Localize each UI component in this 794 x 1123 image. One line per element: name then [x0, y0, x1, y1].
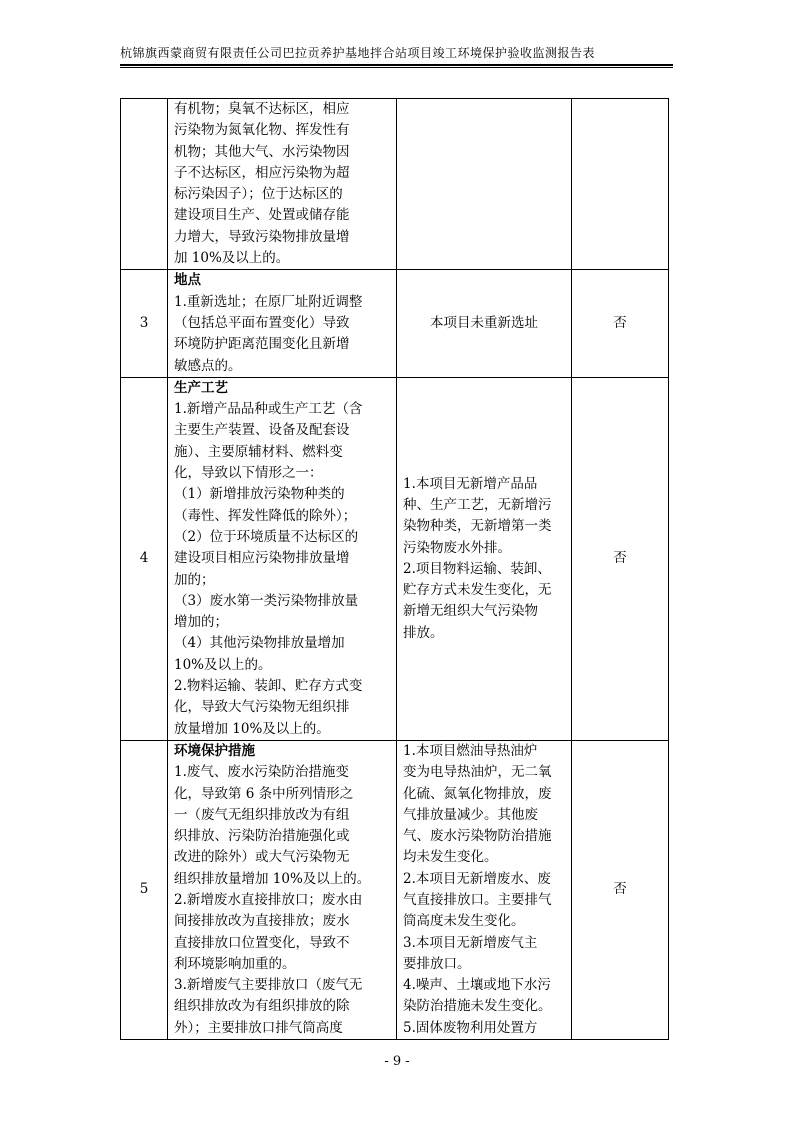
header-rule-thick	[120, 64, 673, 66]
requirement-line: （1）新增排放污染物种类的	[174, 486, 345, 503]
row-number: 4	[121, 377, 168, 740]
result-line: 气排放量减少。其他废	[403, 806, 538, 823]
requirement-line: 敏感点的。	[174, 357, 242, 374]
result-line: 污染物废水外排。	[403, 539, 511, 556]
category-title: 生产工艺	[174, 379, 228, 396]
requirement-line: 机物；其他大气、水污染物因	[174, 143, 350, 160]
requirement-cell	[168, 99, 397, 270]
result-line: 化硫、氮氧化物排放，废	[403, 785, 552, 802]
result-line: 染物种类，无新增第一类	[403, 518, 552, 535]
requirement-line: 污染物为氮氧化物、挥发性有	[174, 122, 350, 139]
row-number: 5	[121, 740, 168, 1039]
requirement-line: 3.新增废气主要排放口（废气无	[174, 977, 363, 994]
requirement-line: 改进的除外）或大气污染物无	[174, 849, 350, 866]
requirement-line: 增加的；	[174, 614, 228, 631]
requirement-line: （包括总平面布置变化）导致	[174, 314, 350, 331]
requirement-line: 建设项目相应污染物排放量增	[174, 550, 350, 567]
result-line: 染防治措施未发生变化。	[403, 998, 552, 1015]
result-cell	[397, 270, 572, 377]
requirement-line: 施）、主要原辅材料、燃料变	[174, 443, 343, 460]
table-row	[121, 99, 669, 270]
requirement-line: 有机物；臭氧不达标区，相应	[174, 101, 350, 117]
requirement-cell	[168, 377, 397, 740]
result-line: 种、生产工艺，无新增污	[403, 496, 552, 513]
row-number: 3	[121, 270, 168, 377]
result-line: 3.本项目无新增废气主	[403, 934, 538, 951]
requirement-line: 2.新增废水直接排放口；废水由	[174, 891, 363, 908]
conclusion-cell: 否	[572, 270, 669, 377]
requirement-line: 力增大，导致污染物排放量增	[174, 228, 350, 245]
result-line: 1.本项目燃油导热油炉	[403, 742, 538, 759]
conclusion-cell	[572, 99, 669, 270]
result-line: 新增无组织大气污染物	[403, 603, 538, 620]
result-line: 排放。	[403, 624, 444, 641]
result-line: 气、废水污染物防治措施	[403, 828, 552, 845]
result-line: 1.本项目无新增产品品	[403, 475, 538, 492]
table-row	[121, 377, 669, 740]
result-line: 变为电导热油炉，无二氧	[403, 764, 552, 781]
requirement-line: （4）其他污染物排放量增加	[174, 635, 345, 652]
result-cell	[397, 99, 572, 270]
requirement-line: 化，导致大气污染物无组织排	[174, 699, 350, 716]
category-title: 环境保护措施	[174, 742, 255, 759]
table-row	[121, 740, 669, 1039]
requirement-line: 2.物料运输、装卸、贮存方式变	[174, 678, 363, 695]
result-line: 5.固体废物利用处置方	[403, 1019, 538, 1036]
category-title: 地点	[174, 272, 201, 289]
requirement-line: 子不达标区，相应污染物为超	[174, 164, 350, 181]
conclusion-cell: 否	[572, 377, 669, 740]
table-row	[121, 270, 669, 377]
change-assessment-table	[120, 98, 669, 1040]
requirement-line: 利环境影响加重的。	[174, 955, 296, 972]
requirement-line: 标污染因子）；位于达标区的	[174, 186, 343, 203]
requirement-line: 主要生产装置、设备及配套设	[174, 422, 350, 439]
result-line: 要排放口。	[403, 955, 471, 972]
result-line: 贮存方式未发生变化，无	[403, 582, 552, 599]
result-line: 2.本项目无新增废水、废	[403, 870, 551, 887]
requirement-line: 放量增加 10%及以上的。	[174, 720, 330, 737]
requirement-line: 化，导致第 6 条中所列情形之	[174, 785, 354, 802]
row-number	[121, 99, 168, 270]
requirement-line: （2）位于环境质量不达标区的	[174, 528, 359, 545]
requirement-line: 组织排放量增加 10%及以上的。	[174, 870, 371, 887]
requirement-line: 组织排放改为有组织排放的除	[174, 998, 350, 1015]
requirement-line: 直接排放口位置变化，导致不	[174, 934, 350, 951]
requirement-cell	[168, 740, 397, 1039]
requirement-line: 间接排放改为直接排放；废水	[174, 913, 350, 930]
result-line: 本项目未重新选址	[430, 314, 538, 331]
requirement-line: 1.重新选址；在原厂址附近调整	[174, 293, 363, 310]
result-line: 2.项目物料运输、装卸、	[403, 560, 551, 577]
document-header: 杭锦旗西蒙商贸有限责任公司巴拉贡养护基地拌合站项目竣工环境保护验收监测报告表	[120, 46, 596, 60]
result-cell	[397, 740, 572, 1039]
result-line: 4.噪声、土壤或地下水污	[403, 977, 551, 994]
requirement-line: 10%及以上的。	[174, 656, 272, 673]
requirement-line: 加的；	[174, 571, 215, 588]
requirement-line: 环境防护距离范围变化且新增	[174, 336, 350, 353]
result-cell	[397, 377, 572, 740]
requirement-line: 外）；主要排放口排气筒高度	[174, 1019, 343, 1036]
requirement-line: （3）废水第一类污染物排放量	[174, 592, 359, 609]
header-rule-thin	[120, 67, 673, 68]
requirement-line: 建设项目生产、处置或储存能	[174, 207, 350, 224]
requirement-line: 化，导致以下情形之一：	[174, 465, 323, 482]
conclusion-cell: 否	[572, 740, 669, 1039]
requirement-line: （毒性、挥发性降低的除外）；	[174, 507, 357, 524]
requirement-line: 一（废气无组织排放改为有组	[174, 806, 350, 823]
result-line: 均未发生变化。	[403, 849, 498, 866]
requirement-line: 加 10%及以上的。	[174, 250, 290, 267]
requirement-line: 织排放、污染防治措施强化或	[174, 828, 350, 845]
requirement-line: 1.新增产品品种或生产工艺（含	[174, 401, 363, 418]
requirement-cell	[168, 270, 397, 377]
page-number: - 9 -	[384, 1054, 410, 1069]
result-line: 筒高度未发生变化。	[403, 913, 525, 930]
result-line: 气直接排放口。主要排气	[403, 891, 552, 908]
requirement-line: 1.废气、废水污染防治措施变	[174, 764, 349, 781]
